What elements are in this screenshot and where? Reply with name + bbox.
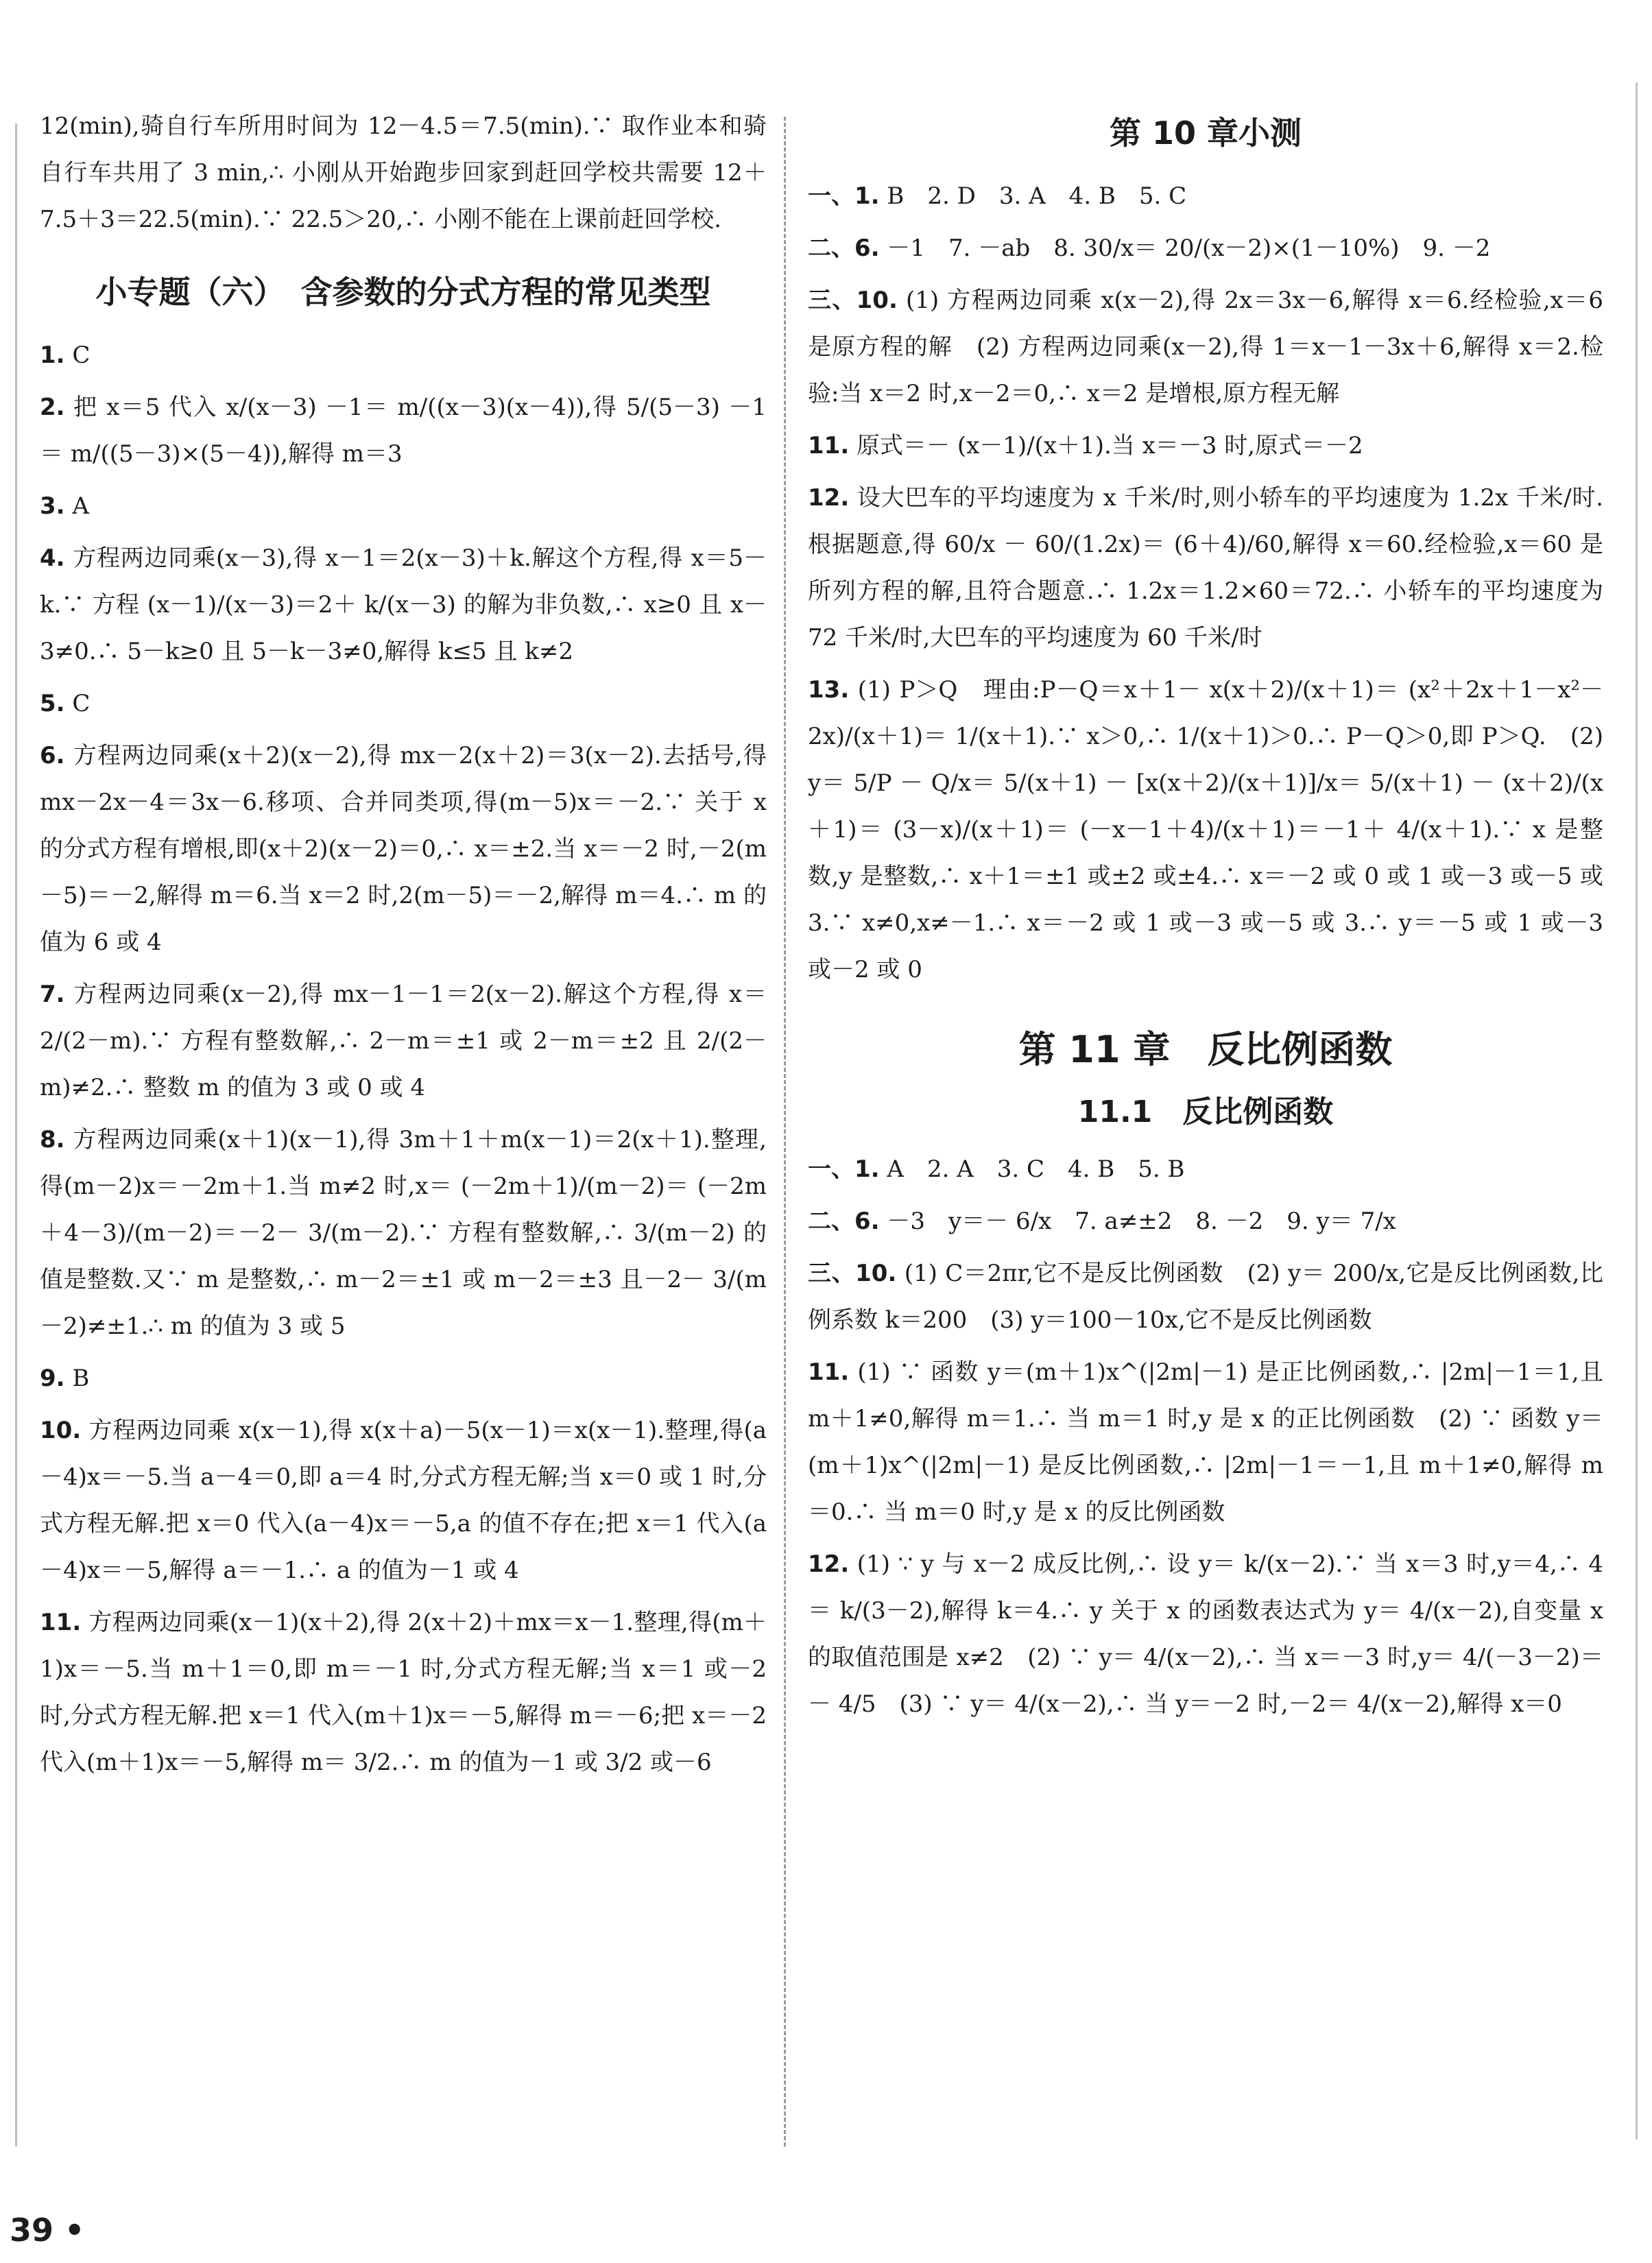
subsection-title: 11.1 反比例函数 bbox=[1077, 1094, 1334, 1129]
answer-item bbox=[40, 1116, 767, 1350]
answer-item bbox=[40, 1599, 767, 1786]
answer-item bbox=[808, 277, 1603, 417]
item-number: 二、6. bbox=[808, 1208, 880, 1235]
item-number: 7. bbox=[40, 981, 65, 1008]
item-text: 方程两边同乘 x(x－1),得 x(x＋a)－5(x－1)＝x(x－1).整理,得(a－4)x＝－5.当 a－4＝0,即 a＝4 时,分式方程无解;当 x＝0 或 1 时,分式方程无解.把 x＝0 代入(a－4)x＝－5,a 的值不存在;把 x＝1 代入(a－4)x＝－5,解得 a＝－1.∴ a 的值为－1 或 4 bbox=[40, 1417, 767, 1584]
answer-item bbox=[40, 332, 767, 379]
section-title-chapter-10-quiz: 第 10 章小测 bbox=[1109, 115, 1302, 152]
item-number: 8. bbox=[40, 1126, 65, 1153]
answer-item bbox=[40, 1355, 767, 1402]
answer-item bbox=[40, 483, 767, 529]
answer-item bbox=[808, 173, 1603, 219]
right-column bbox=[808, 103, 1603, 1733]
item-text: A bbox=[72, 492, 89, 520]
section-title-special-topic: 小专题（六） 含参数的分式方程的常见类型 bbox=[95, 274, 711, 311]
item-number: 9. bbox=[40, 1365, 65, 1392]
answer-item bbox=[40, 384, 767, 477]
item-number: 11. bbox=[808, 1358, 850, 1386]
answer-item bbox=[40, 732, 767, 966]
answer-item bbox=[808, 225, 1603, 272]
answer-item bbox=[808, 1541, 1603, 1727]
item-number: 2. bbox=[40, 394, 65, 421]
item-number: 12. bbox=[808, 1550, 850, 1578]
left-column bbox=[40, 103, 767, 1791]
item-text: C bbox=[72, 342, 91, 369]
item-text: (1) C＝2πr,它不是反比例函数 (2) y＝ 200/x,它是反比例函数,比例系数 k＝200 (3) y＝100－10x,它不是反比例函数 bbox=[808, 1260, 1603, 1334]
answer-item bbox=[808, 667, 1603, 993]
item-text: 方程两边同乘(x＋1)(x－1),得 3m＋1＋m(x－1)＝2(x＋1).整理,得(m－2)x＝－2m＋1.当 m≠2 时,x＝ (－2m＋1)/(m－2)＝ (－2m＋4－3)/(m－2)＝－2－ 3/(m－2).∵ 方程有整数解,∴ 3/(m－2) 的值是整数.又∵ m 是整数,∴ m－2＝±1 或 m－2＝±3 且－2－ 3/(m－2)≠±1.∴ m 的值为 3 或 5 bbox=[40, 1126, 767, 1340]
answer-item bbox=[808, 475, 1603, 661]
item-text: 设大巴车的平均速度为 x 千米/时,则小轿车的平均速度为 1.2x 千米/时.根据题意,得 60/x － 60/(1.2x)＝ (6＋4)/60,解得 x＝60.经检验,x＝60 是所列方程的解,且符合题意.∴ 1.2x＝1.2×60＝72.∴ 小轿车的平均速度为 72 千米/时,大巴车的平均速度为 60 千米/时 bbox=[808, 484, 1603, 651]
item-text: B bbox=[72, 1365, 90, 1392]
item-number: 三、10. bbox=[808, 1260, 897, 1287]
answer-item bbox=[40, 535, 767, 675]
item-number: 二、6. bbox=[808, 235, 880, 262]
answer-item bbox=[808, 1198, 1603, 1245]
answer-item bbox=[40, 680, 767, 727]
item-number: 5. bbox=[40, 690, 65, 717]
page-number: 39 • bbox=[10, 2212, 85, 2249]
item-number: 10. bbox=[40, 1417, 82, 1444]
item-text: C bbox=[72, 690, 91, 717]
item-number: 4. bbox=[40, 544, 65, 572]
item-number: 13. bbox=[808, 676, 850, 704]
answer-item bbox=[808, 1250, 1603, 1343]
item-number: 11. bbox=[808, 432, 850, 459]
item-number: 三、10. bbox=[808, 287, 898, 314]
item-number: 12. bbox=[808, 484, 850, 512]
item-text: (1) ∵ 函数 y＝(m＋1)x^(|2m|－1) 是正比例函数,∴ |2m|－1＝1,且 m＋1≠0,解得 m＝1.∴ 当 m＝1 时,y 是 x 的正比例函数 (2) ∵ 函数 y＝(m＋1)x^(|2m|－1) 是反比例函数,∴ |2m|－1＝－1,且 m＋1≠0,解得 m＝0.∴ 当 m＝0 时,y 是 x 的反比例函数 bbox=[808, 1358, 1603, 1526]
answer-item bbox=[808, 1146, 1603, 1193]
intro-paragraph: 12(min),骑自行车所用时间为 12－4.5＝7.5(min).∵ 取作业本和骑自行车共用了 3 min,∴ 小刚从开始跑步回家到赶回学校共需要 12＋7.5＋3＝22.5(min).∵ 22.5＞20,∴ 小刚不能在上课前赶回学校. bbox=[40, 112, 767, 233]
answer-item bbox=[40, 1407, 767, 1594]
item-text: A 2. A 3. C 4. B 5. B bbox=[887, 1156, 1185, 1183]
item-text: (1) P＞Q 理由:P－Q＝x＋1－ x(x＋2)/(x＋1)＝ (x²＋2x＋1－x²－2x)/(x＋1)＝ 1/(x＋1).∵ x＞0,∴ 1/(x＋1)＞0.∴ P－Q＞0,即 P＞Q. (2) y＝ 5/P － Q/x＝ 5/(x＋1) － [x(x＋2)/(x＋1)]/x＝ 5/(x＋1) － (x＋2)/(x＋1)＝ (3－x)/(x＋1)＝ (－x－1＋4)/(x＋1)＝－1＋ 4/(x＋1).∵ x 是整数,y 是整数,∴ x＋1＝±1 或±2 或±4.∴ x＝－2 或 0 或 1 或－3 或－5 或 3.∵ x≠0,x≠－1.∴ x＝－2 或 1 或－3 或－5 或 3.∴ y＝－5 或 1 或－3 或－2 或 0 bbox=[808, 676, 1603, 983]
answer-item bbox=[808, 422, 1603, 469]
column-divider bbox=[784, 117, 786, 2146]
item-text: 方程两边同乘(x－2),得 mx－1－1＝2(x－2).解这个方程,得 x＝ 2/(2－m).∵ 方程有整数解,∴ 2－m＝±1 或 2－m＝±2 且 2/(2－m)≠2.∴ 整数 m 的值为 3 或 0 或 4 bbox=[40, 981, 767, 1101]
item-text: 方程两边同乘(x＋2)(x－2),得 mx－2(x＋2)＝3(x－2).去括号,得 mx－2x－4＝3x－6.移项、合并同类项,得(m－5)x＝－2.∵ 关于 x 的分式方程有增根,即(x＋2)(x－2)＝0,∴ x＝±2.当 x＝－2 时,－2(m－5)＝－2,解得 m＝6.当 x＝2 时,2(m－5)＝－2,解得 m＝4.∴ m 的值为 6 或 4 bbox=[40, 742, 767, 956]
answer-item bbox=[40, 971, 767, 1111]
item-text: －3 y＝－ 6/x 7. a≠±2 8. －2 9. y＝ 7/x bbox=[887, 1208, 1396, 1235]
item-number: 3. bbox=[40, 492, 65, 520]
item-text: －1 7. －ab 8. 30/x＝ 20/(x－2)×(1－10%) 9. －2 bbox=[887, 235, 1491, 262]
item-text: B 2. D 3. A 4. B 5. C bbox=[887, 182, 1187, 210]
item-number: 一、1. bbox=[808, 1156, 880, 1183]
item-number: 6. bbox=[40, 742, 65, 769]
answer-item bbox=[808, 1349, 1603, 1535]
item-text: 方程两边同乘(x－3),得 x－1＝2(x－3)＋k.解这个方程,得 x＝5－k.∵ 方程 (x－1)/(x－3)＝2＋ k/(x－3) 的解为非负数,∴ x≥0 且 x－3≠0.∴ 5－k≥0 且 5－k－3≠0,解得 k≤5 且 k≠2 bbox=[40, 544, 767, 665]
item-number: 11. bbox=[40, 1609, 82, 1636]
item-text: (1) ∵ y 与 x－2 成反比例,∴ 设 y＝ k/(x－2).∵ 当 x＝3 时,y＝4,∴ 4＝ k/(3－2),解得 k＝4.∴ y 关于 x 的函数表达式为 y＝ 4/(x－2),自变量 x 的取值范围是 x≠2 (2) ∵ y＝ 4/(x－2),∴ 当 x＝－3 时,y＝ 4/(－3－2)＝－ 4/5 (3) ∵ y＝ 4/(x－2),∴ 当 y＝－2 时,－2＝ 4/(x－2),解得 x＝0 bbox=[808, 1550, 1603, 1718]
left-margin-rule bbox=[15, 123, 17, 2146]
item-text: 原式＝－ (x－1)/(x＋1).当 x＝－3 时,原式＝－2 bbox=[857, 432, 1363, 459]
right-margin-rule bbox=[1636, 82, 1638, 2140]
item-text: 方程两边同乘(x－1)(x＋2),得 2(x＋2)＋mx＝x－1.整理,得(m＋1)x＝－5.当 m＋1＝0,即 m＝－1 时,分式方程无解;当 x＝1 或－2 时,分式方程无解.把 x＝1 代入(m＋1)x＝－5,解得 m＝－6;把 x＝－2 代入(m＋1)x＝－5,解得 m＝ 3/2.∴ m 的值为－1 或 3/2 或－6 bbox=[40, 1609, 767, 1776]
item-text: 把 x＝5 代入 x/(x－3) －1＝ m/((x－3)(x－4)),得 5/(5－3) －1＝ m/((5－3)×(5－4)),解得 m＝3 bbox=[40, 394, 767, 468]
item-number: 1. bbox=[40, 342, 65, 369]
chapter-title: 第 11 章 反比例函数 bbox=[1018, 1028, 1393, 1071]
item-number: 一、1. bbox=[808, 182, 880, 210]
item-text: (1) 方程两边同乘 x(x－2),得 2x＝3x－6,解得 x＝6.经检验,x＝6 是原方程的解 (2) 方程两边同乘(x－2),得 1＝x－1－3x＋6,解得 x＝2.检验:当 x＝2 时,x－2＝0,∴ x＝2 是增根,原方程无解 bbox=[808, 287, 1603, 407]
